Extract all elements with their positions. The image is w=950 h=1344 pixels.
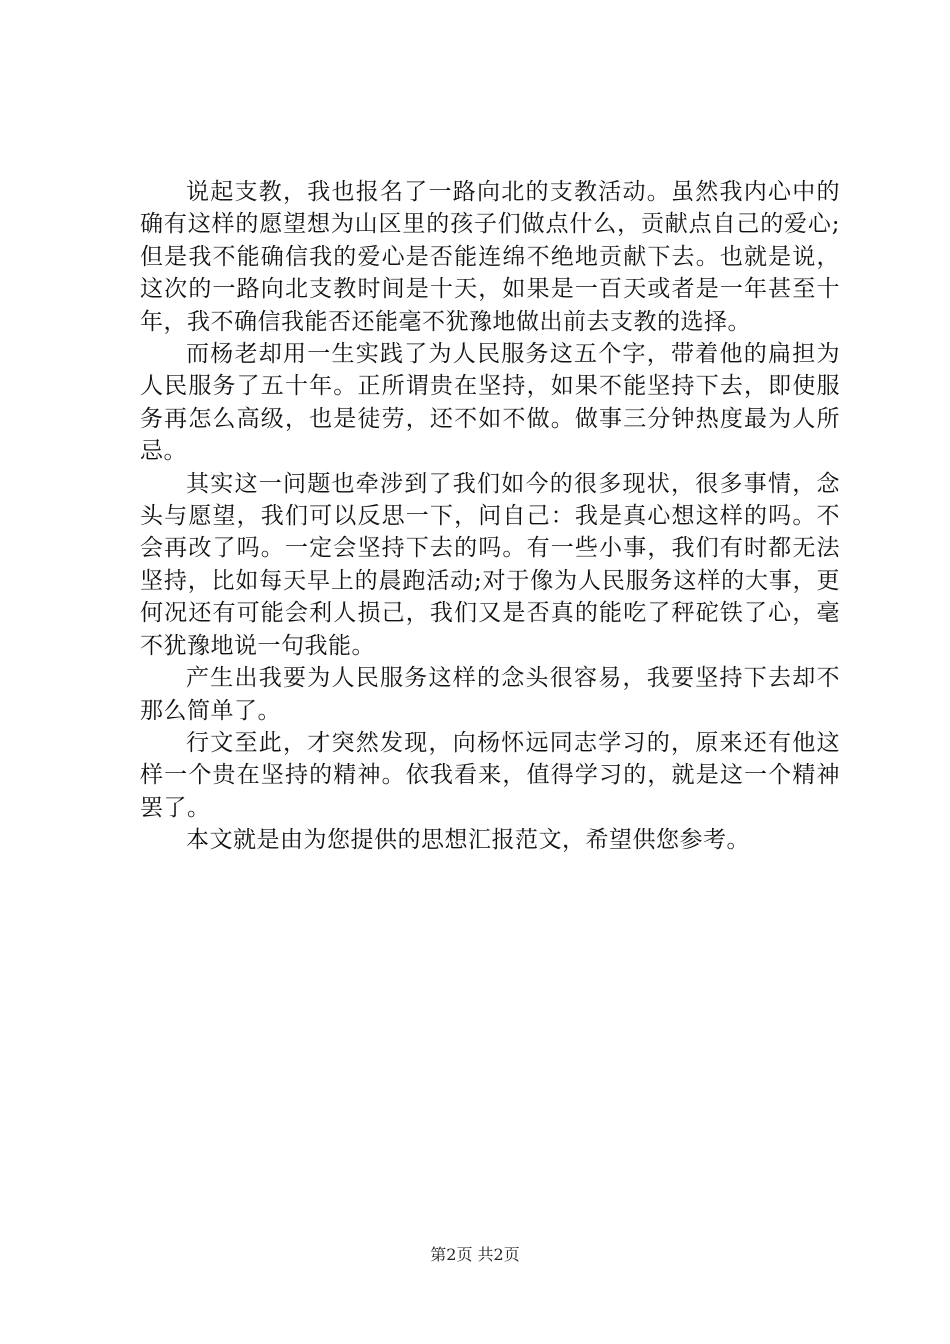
paragraph-6: 本文就是由为您提供的思想汇报范文，希望供您参考。 (186, 827, 750, 854)
document-body (140, 176, 840, 857)
paragraph-3: 其实这一问题也牵涉到了我们如今的很多现状，很多事情，念头与愿望，我们可以反思一下，问自己：我是真心想这样的吗。不会再改了吗。一定会坚持下去的吗。有一些小事，我们有时都无法坚持，比如每天早上的晨跑活动;对于像为人民服务这样的大事，更何况还有可能会利人损己，我们又是否真的能吃了秤砣铁了心，毫不犹豫地说一句我能。 (140, 470, 840, 659)
paragraph-2: 而杨老却用一生实践了为人民服务这五个字，带着他的扁担为人民服务了五十年。正所谓贵在坚持，如果不能坚持下去，即使服务再怎么高级，也是徒劳，还不如不做。做事三分钟热度最为人所忌。 (140, 341, 840, 465)
page-number-footer: 第2页 共2页 (430, 1245, 520, 1264)
paragraph-5: 行文至此，才突然发现，向杨怀远同志学习的，原来还有他这样一个贵在坚持的精神。依我看来，值得学习的，就是这一个精神罢了。 (140, 729, 840, 821)
paragraph-1: 说起支教，我也报名了一路向北的支教活动。虽然我内心中的确有这样的愿望想为山区里的孩子们做点什么，贡献点自己的爱心;但是我不能确信我的爱心是否能连绵不绝地贡献下去。也就是说，这次的一路向北支教时间是十天，如果是一百天或者是一年甚至十年，我不确信我能否还能毫不犹豫地做出前去支教的选择。 (140, 179, 840, 335)
paragraph-4: 产生出我要为人民服务这样的念头很容易，我要坚持下去却不那么简单了。 (140, 665, 840, 724)
